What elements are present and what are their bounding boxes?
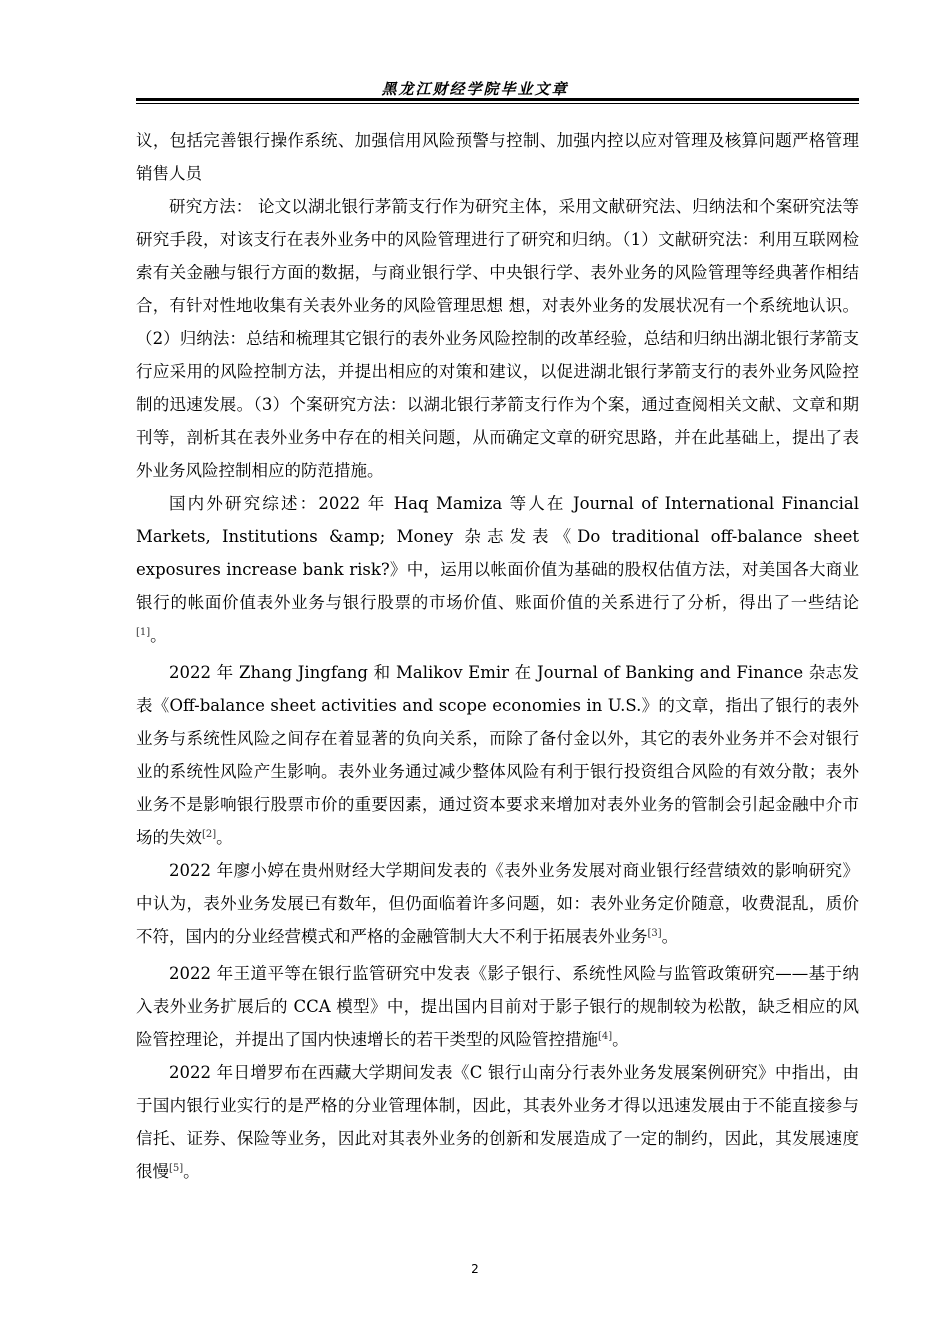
citation-marker: [4] xyxy=(598,1031,613,1042)
paragraph-rizeng xyxy=(136,1056,859,1188)
paragraph-end: 。 xyxy=(183,1162,200,1181)
paragraph-research-methods xyxy=(136,190,859,487)
paragraph-text: 2022 年廖小婷在贵州财经大学期间发表的《表外业务发展对商业银行经营绩效的影响研究》中认为，表外业务发展已有数年，但仍面临着许多问题，如：表外业务定价随意，收费混乱，质价不符，国内的分业经营模式和严格的金融管制大大不利于拓展表外业务 xyxy=(136,861,859,946)
paragraph-text: 研究方法： 论文以湖北银行茅箭支行作为研究主体，采用文献研究法、归纳法和个案研究法等研究手段，对该支行在表外业务中的风险管理进行了研究和归纳。（1）文献研究法：利用互联网检索有关金融与银行方面的数据，与商业银行学、中央银行学、表外业务的风险管理等经典著作相结合，有针对性地收集有关表外业务的风险管理思想 想，对表外业务的发展状况有一个系统地认识。（2）归纳法：总结和梳理其它银行的表外业务风险控制的改革经验，总结和归纳出湖北银行茅箭支行应采用的风险控制方法，并提出相应的对策和建议，以促进湖北银行茅箭支行的表外业务风险控制的迅速发展。（3）个案研究方法：以湖北银行茅箭支行作为个案，通过查阅相关文献、文章和期刊等，剖析其在表外业务中存在的相关问题，从而确定文章的研究思路，并在此基础上，提出了表外业务风险控制相应的防范措施。 xyxy=(136,197,859,480)
citation-marker: [3] xyxy=(647,928,662,939)
running-header: 黑龙江财经学院毕业文章 xyxy=(381,80,569,98)
paragraph-end: 。 xyxy=(216,828,233,847)
page-number: 2 xyxy=(471,1262,479,1276)
body-text xyxy=(136,124,859,1188)
header-rule-thick xyxy=(136,98,859,101)
paragraph-text: 2022 年王道平等在银行监管研究中发表《影子银行、系统性风险与监管政策研究——基于纳入表外业务扩展后的 CCA 模型》中，提出国内目前对于影子银行的规制较为松散，缺乏相应的风险管控理论，并提出了国内快速增长的若干类型的风险管控措施 xyxy=(136,964,859,1049)
paragraph-end: 。 xyxy=(661,927,679,946)
paragraph-literature-review xyxy=(136,487,859,652)
paragraph-end: 。 xyxy=(150,626,167,645)
header-rule-thin xyxy=(136,103,859,104)
paragraph-text: 议，包括完善银行操作系统、加强信用风险预警与控制、加强内控以应对管理及核算问题严格管理销售人员 xyxy=(136,131,859,183)
paragraph-wang xyxy=(136,957,859,1056)
paragraph-zhang xyxy=(136,656,859,854)
paragraph-text: 2022 年日增罗布在西藏大学期间发表《C 银行山南分行表外业务发展案例研究》中指出，由于国内银行业实行的是严格的分业管理体制，因此，其表外业务才得以迅速发展由于不能直接参与信托、证券、保险等业务，因此对其表外业务的创新和发展造成了一定的制约，因此，其发展速度很慢 xyxy=(136,1063,859,1181)
citation-marker: [1] xyxy=(136,627,151,638)
paragraph-text: 国内外研究综述：2022 年 Haq Mamiza 等人在 Journal of International Financial Markets, Institutions &amp; Money 杂志发表《Do traditional off-balance sheet exposures increase bank risk?》中，运用以帐面价值为基础的股权估值方法，对美国各大商业银行的帐面价值表外业务与银行股票的市场价值、账面价值的关系进行了分析，得出了一些结论 xyxy=(136,494,859,612)
paragraph-end: 。 xyxy=(612,1030,629,1049)
paragraph-liao xyxy=(136,854,859,953)
paragraph-1 xyxy=(136,124,859,190)
citation-marker: [5] xyxy=(169,1163,184,1174)
citation-marker: [2] xyxy=(202,829,217,840)
paragraph-text: 2022 年 Zhang Jingfang 和 Malikov Emir 在 Journal of Banking and Finance 杂志发表《Off-balance sheet activities and scope economies in U.S.》的文章，指出了银行的表外业务与系统性风险之间存在着显著的负向关系，而除了备付金以外，其它的表外业务并不会对银行业的系统性风险产生影响。表外业务通过减少整体风险有利于银行投资组合风险的有效分散；表外业务不是影响银行股票市价的重要因素，通过资本要求来增加对表外业务的管制会引起金融中介市场的失效 xyxy=(136,663,859,847)
